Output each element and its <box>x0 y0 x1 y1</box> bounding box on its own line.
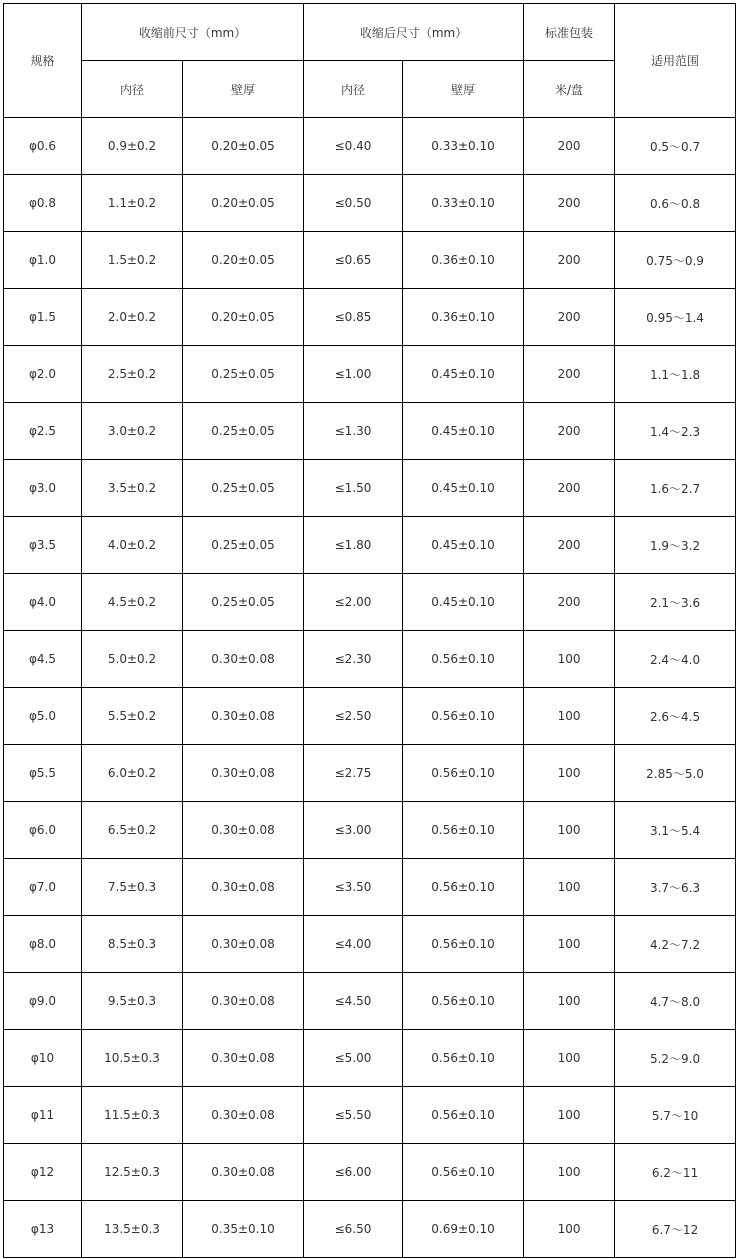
cell-before-wall: 0.30±0.08 <box>183 1087 304 1144</box>
cell-before-wall: 0.30±0.08 <box>183 916 304 973</box>
cell-range: 2.1～3.6 <box>615 574 736 631</box>
cell-before-id: 12.5±0.3 <box>82 1144 183 1201</box>
cell-spec: φ1.5 <box>4 289 82 346</box>
cell-before-id: 5.5±0.2 <box>82 688 183 745</box>
table-row <box>4 403 736 460</box>
cell-after-id: ≤3.50 <box>304 859 403 916</box>
cell-pack: 200 <box>524 118 615 175</box>
header-pack-unit: 米/盘 <box>524 61 615 118</box>
cell-pack: 100 <box>524 1030 615 1087</box>
table-row <box>4 1201 736 1258</box>
cell-after-id: ≤5.00 <box>304 1030 403 1087</box>
cell-after-wall: 0.45±0.10 <box>403 517 524 574</box>
cell-spec: φ4.0 <box>4 574 82 631</box>
cell-after-id: ≤2.00 <box>304 574 403 631</box>
cell-after-wall: 0.36±0.10 <box>403 289 524 346</box>
header-after-wall: 壁厚 <box>403 61 524 118</box>
cell-after-wall: 0.45±0.10 <box>403 460 524 517</box>
cell-after-id: ≤1.50 <box>304 460 403 517</box>
cell-pack: 100 <box>524 802 615 859</box>
cell-after-id: ≤0.50 <box>304 175 403 232</box>
cell-spec: φ0.8 <box>4 175 82 232</box>
table-row <box>4 175 736 232</box>
header-range: 适用范围 <box>615 4 736 118</box>
cell-range: 3.1～5.4 <box>615 802 736 859</box>
cell-after-wall: 0.56±0.10 <box>403 916 524 973</box>
cell-range: 1.9～3.2 <box>615 517 736 574</box>
cell-spec: φ12 <box>4 1144 82 1201</box>
header-before-group: 收缩前尺寸（mm） <box>82 4 304 61</box>
cell-spec: φ9.0 <box>4 973 82 1030</box>
cell-range: 1.4～2.3 <box>615 403 736 460</box>
cell-after-id: ≤1.80 <box>304 517 403 574</box>
cell-range: 1.6～2.7 <box>615 460 736 517</box>
cell-before-wall: 0.20±0.05 <box>183 289 304 346</box>
cell-range: 1.1～1.8 <box>615 346 736 403</box>
cell-after-wall: 0.56±0.10 <box>403 859 524 916</box>
cell-before-wall: 0.25±0.05 <box>183 517 304 574</box>
cell-before-id: 13.5±0.3 <box>82 1201 183 1258</box>
header-spec: 规格 <box>4 4 82 118</box>
table-row <box>4 916 736 973</box>
cell-before-wall: 0.25±0.05 <box>183 346 304 403</box>
cell-before-wall: 0.30±0.08 <box>183 631 304 688</box>
cell-after-id: ≤2.50 <box>304 688 403 745</box>
cell-pack: 200 <box>524 289 615 346</box>
cell-after-id: ≤4.00 <box>304 916 403 973</box>
table-row <box>4 574 736 631</box>
table-row <box>4 1144 736 1201</box>
cell-range: 2.85～5.0 <box>615 745 736 802</box>
cell-spec: φ2.5 <box>4 403 82 460</box>
cell-before-wall: 0.30±0.08 <box>183 1144 304 1201</box>
cell-after-id: ≤0.65 <box>304 232 403 289</box>
cell-range: 0.95～1.4 <box>615 289 736 346</box>
table-row <box>4 289 736 346</box>
cell-after-wall: 0.33±0.10 <box>403 118 524 175</box>
cell-spec: φ5.0 <box>4 688 82 745</box>
table-row <box>4 460 736 517</box>
cell-before-id: 1.1±0.2 <box>82 175 183 232</box>
table-row <box>4 802 736 859</box>
cell-after-id: ≤2.75 <box>304 745 403 802</box>
header-after-group: 收缩后尺寸（mm） <box>304 4 524 61</box>
cell-spec: φ10 <box>4 1030 82 1087</box>
cell-before-wall: 0.30±0.08 <box>183 1030 304 1087</box>
cell-after-id: ≤0.85 <box>304 289 403 346</box>
cell-before-id: 3.0±0.2 <box>82 403 183 460</box>
cell-before-wall: 0.25±0.05 <box>183 460 304 517</box>
cell-before-id: 10.5±0.3 <box>82 1030 183 1087</box>
header-before-wall: 壁厚 <box>183 61 304 118</box>
cell-pack: 100 <box>524 631 615 688</box>
cell-pack: 100 <box>524 745 615 802</box>
cell-after-id: ≤1.30 <box>304 403 403 460</box>
cell-after-id: ≤5.50 <box>304 1087 403 1144</box>
cell-before-wall: 0.25±0.05 <box>183 574 304 631</box>
spec-table <box>3 3 736 1258</box>
cell-range: 2.6～4.5 <box>615 688 736 745</box>
cell-after-wall: 0.45±0.10 <box>403 346 524 403</box>
cell-after-id: ≤2.30 <box>304 631 403 688</box>
cell-before-id: 6.5±0.2 <box>82 802 183 859</box>
table-row <box>4 1087 736 1144</box>
cell-range: 4.2～7.2 <box>615 916 736 973</box>
cell-range: 5.2～9.0 <box>615 1030 736 1087</box>
cell-spec: φ11 <box>4 1087 82 1144</box>
cell-before-id: 8.5±0.3 <box>82 916 183 973</box>
cell-before-id: 7.5±0.3 <box>82 859 183 916</box>
cell-range: 4.7～8.0 <box>615 973 736 1030</box>
cell-range: 6.2～11 <box>615 1144 736 1201</box>
cell-before-id: 4.0±0.2 <box>82 517 183 574</box>
cell-pack: 100 <box>524 1144 615 1201</box>
cell-pack: 200 <box>524 574 615 631</box>
cell-spec: φ3.0 <box>4 460 82 517</box>
cell-before-wall: 0.30±0.08 <box>183 973 304 1030</box>
cell-spec: φ0.6 <box>4 118 82 175</box>
cell-before-id: 11.5±0.3 <box>82 1087 183 1144</box>
cell-spec: φ6.0 <box>4 802 82 859</box>
cell-pack: 100 <box>524 973 615 1030</box>
table-row <box>4 1030 736 1087</box>
table-row <box>4 859 736 916</box>
cell-after-wall: 0.56±0.10 <box>403 973 524 1030</box>
table-row <box>4 517 736 574</box>
cell-before-id: 2.5±0.2 <box>82 346 183 403</box>
cell-spec: φ7.0 <box>4 859 82 916</box>
cell-after-wall: 0.56±0.10 <box>403 745 524 802</box>
cell-range: 6.7～12 <box>615 1201 736 1258</box>
cell-range: 0.6～0.8 <box>615 175 736 232</box>
cell-before-id: 6.0±0.2 <box>82 745 183 802</box>
cell-after-wall: 0.45±0.10 <box>403 403 524 460</box>
cell-before-id: 3.5±0.2 <box>82 460 183 517</box>
cell-pack: 100 <box>524 916 615 973</box>
cell-range: 3.7～6.3 <box>615 859 736 916</box>
cell-before-wall: 0.30±0.08 <box>183 745 304 802</box>
cell-after-id: ≤1.00 <box>304 346 403 403</box>
cell-range: 5.7～10 <box>615 1087 736 1144</box>
table-row <box>4 631 736 688</box>
cell-pack: 200 <box>524 403 615 460</box>
cell-after-wall: 0.69±0.10 <box>403 1201 524 1258</box>
cell-before-wall: 0.30±0.08 <box>183 859 304 916</box>
header-before-id: 内径 <box>82 61 183 118</box>
header-pack-group: 标准包装 <box>524 4 615 61</box>
cell-range: 0.75～0.9 <box>615 232 736 289</box>
cell-before-id: 4.5±0.2 <box>82 574 183 631</box>
cell-before-id: 9.5±0.3 <box>82 973 183 1030</box>
cell-spec: φ4.5 <box>4 631 82 688</box>
cell-after-wall: 0.56±0.10 <box>403 802 524 859</box>
table-row <box>4 346 736 403</box>
cell-before-wall: 0.20±0.05 <box>183 118 304 175</box>
table-row <box>4 745 736 802</box>
cell-pack: 100 <box>524 1087 615 1144</box>
table-row <box>4 973 736 1030</box>
cell-pack: 200 <box>524 232 615 289</box>
cell-before-id: 2.0±0.2 <box>82 289 183 346</box>
cell-after-id: ≤0.40 <box>304 118 403 175</box>
cell-pack: 100 <box>524 1201 615 1258</box>
cell-after-wall: 0.56±0.10 <box>403 1144 524 1201</box>
cell-after-wall: 0.56±0.10 <box>403 1087 524 1144</box>
cell-spec: φ3.5 <box>4 517 82 574</box>
cell-after-wall: 0.56±0.10 <box>403 631 524 688</box>
cell-pack: 200 <box>524 175 615 232</box>
cell-pack: 200 <box>524 346 615 403</box>
cell-spec: φ8.0 <box>4 916 82 973</box>
cell-after-wall: 0.56±0.10 <box>403 1030 524 1087</box>
cell-after-wall: 0.33±0.10 <box>403 175 524 232</box>
cell-pack: 200 <box>524 460 615 517</box>
header-row-top <box>4 4 736 61</box>
cell-after-id: ≤6.00 <box>304 1144 403 1201</box>
table-row <box>4 688 736 745</box>
table-row <box>4 118 736 175</box>
cell-after-id: ≤4.50 <box>304 973 403 1030</box>
cell-before-wall: 0.25±0.05 <box>183 403 304 460</box>
cell-pack: 100 <box>524 859 615 916</box>
cell-before-wall: 0.20±0.05 <box>183 232 304 289</box>
cell-before-wall: 0.35±0.10 <box>183 1201 304 1258</box>
cell-after-wall: 0.56±0.10 <box>403 688 524 745</box>
cell-after-wall: 0.45±0.10 <box>403 574 524 631</box>
cell-before-wall: 0.20±0.05 <box>183 175 304 232</box>
cell-before-wall: 0.30±0.08 <box>183 688 304 745</box>
cell-before-id: 5.0±0.2 <box>82 631 183 688</box>
cell-after-wall: 0.36±0.10 <box>403 232 524 289</box>
cell-before-id: 1.5±0.2 <box>82 232 183 289</box>
cell-spec: φ2.0 <box>4 346 82 403</box>
table-row <box>4 232 736 289</box>
cell-pack: 200 <box>524 517 615 574</box>
cell-pack: 100 <box>524 688 615 745</box>
cell-after-id: ≤6.50 <box>304 1201 403 1258</box>
cell-spec: φ13 <box>4 1201 82 1258</box>
cell-spec: φ5.5 <box>4 745 82 802</box>
cell-after-id: ≤3.00 <box>304 802 403 859</box>
cell-spec: φ1.0 <box>4 232 82 289</box>
cell-before-id: 0.9±0.2 <box>82 118 183 175</box>
header-after-id: 内径 <box>304 61 403 118</box>
cell-range: 0.5～0.7 <box>615 118 736 175</box>
cell-before-wall: 0.30±0.08 <box>183 802 304 859</box>
cell-range: 2.4～4.0 <box>615 631 736 688</box>
